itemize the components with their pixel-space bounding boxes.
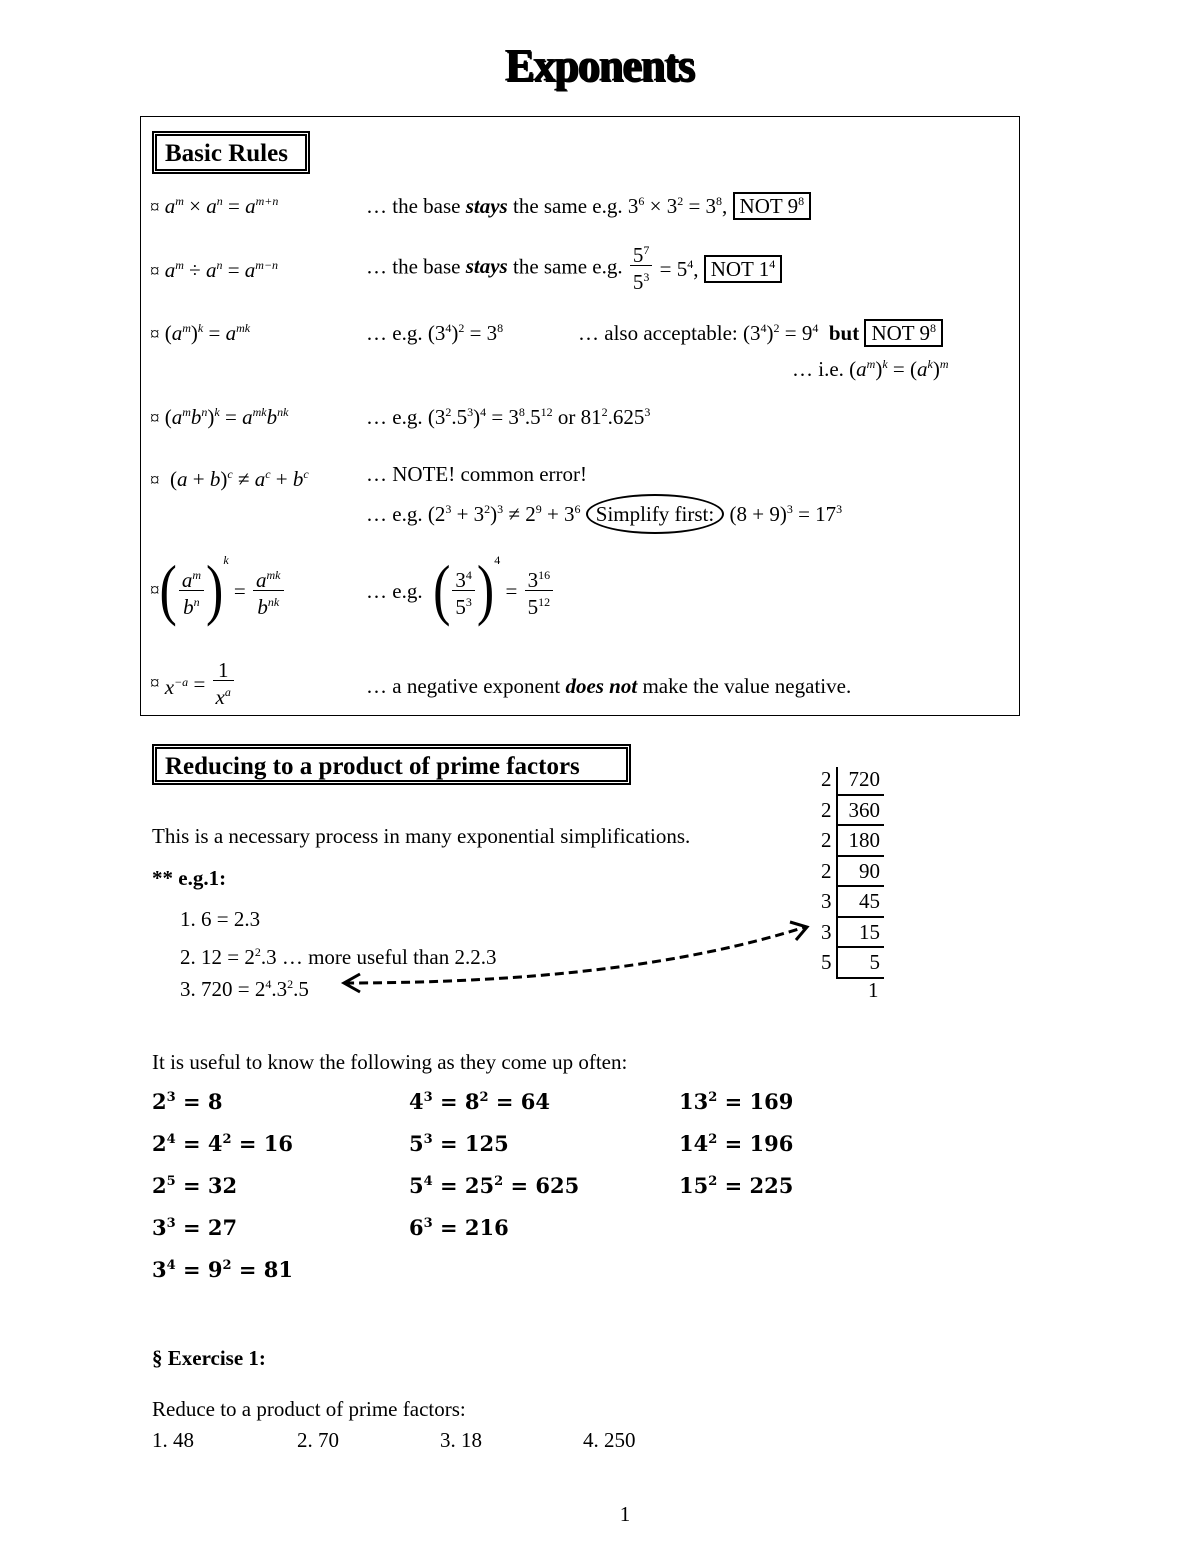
exercise-label: § Exercise 1:: [152, 1346, 266, 1370]
exercise-item-2: 2. 70: [297, 1428, 339, 1452]
ladder-divisor: 2: [821, 767, 832, 791]
ladder-quotient: 180: [848, 828, 880, 852]
rule-common-error: ¤ $(a + b)^c \ne a^c + b^c$: [150, 467, 309, 491]
rule-power-example: … e.g. $(3^4)^2 = 3^8$: [366, 321, 504, 345]
ladder-result: 1: [868, 977, 879, 1002]
rule-product-power-example: … e.g. $(3^2.5^3)^4 = 3^8.5^{12}$ or $81^2.625^3$: [366, 405, 651, 429]
rule-power-ie: … i.e. $(a^m)^k = (a^k)^m$: [792, 357, 949, 381]
exercise-instruction: Reduce to a product of prime factors:: [152, 1397, 466, 1421]
ladder-quotient: 45: [859, 889, 880, 913]
simplify-first-ellipse: Simplify first:: [586, 494, 724, 534]
ladder-divisor: 3: [821, 919, 832, 944]
prime-division-ladder: [818, 765, 898, 1005]
example-label: ** e.g.1:: [152, 866, 227, 890]
exercise-item-3: 3. 18: [440, 1428, 482, 1452]
exercise-item-1: 1. 48: [152, 1428, 194, 1452]
rule-fraction-power: ¤( $\frac{a^m}{b^n}$ )$^k$ = $\frac{a^{mk}}{b^{nk}}$: [150, 548, 286, 618]
rule-power: ¤ $(a^m)^k = a^{mk}$: [150, 321, 251, 345]
rule-product: ¤ $a^m \times a^n = a^{m+n}$: [150, 194, 279, 218]
ladder-divisor: 2: [821, 797, 832, 822]
ladder-divisor: 2: [821, 828, 832, 852]
example-item-2: 2. $12 = 2^2.3$ … more useful than 2.2.3: [180, 945, 497, 969]
rule-common-error-example: … e.g. $(2^3 + 3^2)^3 \ne 2^9 + 3^6$ Simplify first: $(8 + 9)^3 = 17^3$: [366, 497, 842, 526]
dashed-arrow: [330, 910, 820, 1000]
ladder-quotient: 90: [859, 858, 880, 883]
rule-quotient: ¤ $a^m \div a^n = a^{m-n}$: [150, 258, 279, 282]
basic-rules-heading: Basic Rules: [152, 131, 310, 174]
ladder-divisor: 5: [821, 950, 832, 974]
page-title: Exponents: [505, 39, 695, 92]
rule-power-alt: … also acceptable: $(3^4)^2 = 9^4$ but NOT $9^8$: [578, 316, 943, 345]
rule-product-example: … the base stays the same e.g. $3^6 \times 3^2 = 3^8$, NOT $9^8$: [366, 189, 811, 218]
rule-common-error-note: … NOTE! common error!: [366, 462, 588, 486]
example-item-1: 1. 6 = 2.3: [180, 907, 261, 931]
rule-negative-exponent-note: … a negative exponent does not make the value negative.: [366, 674, 852, 698]
ladder-divisor: 3: [821, 889, 832, 913]
exercise-item-4: 4. 250: [583, 1428, 636, 1452]
example-item-3: 3. $720 = 2^4.3^2.5$: [180, 977, 309, 1001]
useful-powers-table: $2^3 = 8$ $4^3 = 8^2 = 64$ $13^2 = 169$ $2^4 = 4^2 = 16$ $5^3 = 125$ $14^2 = 196$ $2^5 = 32$ $5^4 = 25^2 = 625$ $15^2 = 225$ $3^3 = 27$ $6^3 = 216$ $3^4 = 9^2 = 81$: [152, 1088, 794, 1282]
useful-intro: It is useful to know the following as they come up often:: [152, 1050, 628, 1074]
ladder-quotient: 720: [848, 767, 880, 791]
ladder-quotient: 5: [869, 950, 880, 974]
reducing-intro: This is a necessary process in many exponential simplifications.: [152, 824, 691, 848]
page-number: 1: [619, 1502, 631, 1526]
rule-fraction-power-example: … e.g. ( $\frac{3^4}{5^3}$ )$^4$ = $\frac{3^{16}}{5^{12}}$: [366, 548, 555, 618]
rule-quotient-example: … the base stays the same e.g. $\frac{5^7}{5^3}$ = $5^4$, NOT $1^4$: [366, 240, 782, 293]
reducing-heading: Reducing to a product of prime factors: [152, 744, 631, 785]
rule-negative-exponent: ¤ $x^{-a}$ = $\frac{1}{x^a}$: [150, 660, 236, 708]
ladder-divisor: 2: [821, 858, 832, 883]
ladder-quotient: 360: [848, 797, 880, 822]
ladder-quotient: 15: [859, 919, 880, 944]
rule-product-power: ¤ $(a^mb^n)^k = a^{mk}b^{nk}$: [150, 405, 289, 429]
